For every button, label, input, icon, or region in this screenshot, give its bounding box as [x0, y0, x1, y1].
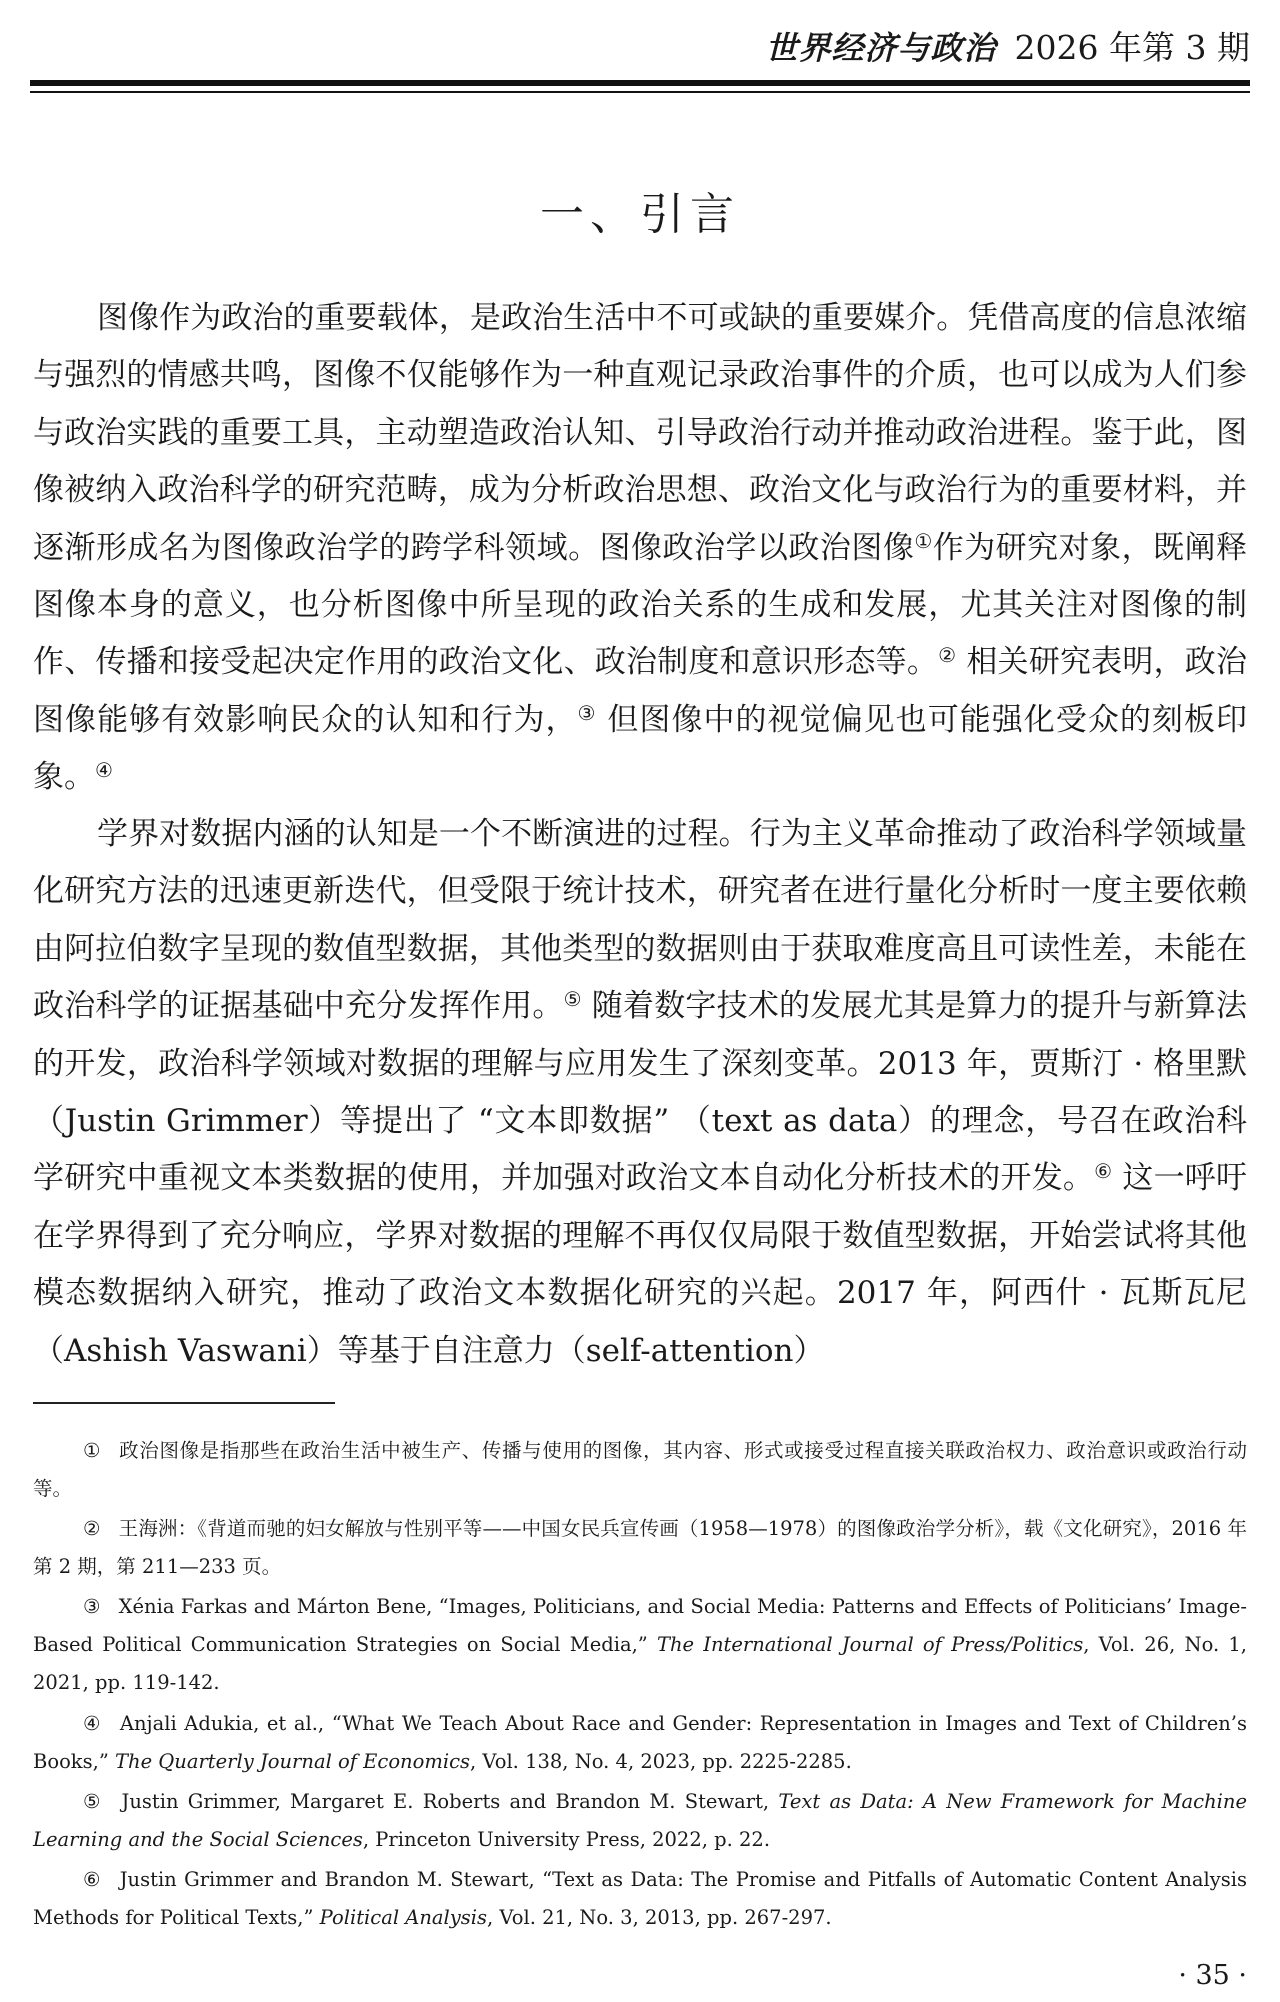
paragraph-2	[33, 806, 1247, 1369]
footnote-4	[33, 1705, 1247, 1780]
page-number: · 35 ·	[1178, 1960, 1247, 1991]
header-rule-thick	[30, 80, 1250, 86]
body-text	[33, 290, 1248, 1369]
section-title: 一、引言	[540, 189, 740, 240]
footnote-mark: ③	[83, 1595, 101, 1618]
journal-title: The Quarterly Journal of Economics	[115, 1749, 471, 1773]
footnote-2	[33, 1510, 1247, 1585]
text-run: 相关研究表明，政治图像能够有效影响民众的认知和行为，	[33, 644, 1247, 738]
footnote-ref-3[interactable]: ③	[577, 700, 597, 725]
footnote-text: , Vol. 26, No. 1, 2021, pp. 119-142.	[33, 1632, 1247, 1694]
footnote-mark: ②	[83, 1517, 101, 1540]
text-run: 这一呼吁在学界得到了充分响应，学界对数据的理解不再仅仅局限于数值型数据，开始尝试将其他模态数据纳入研究，推动了政治文本数据化研究的兴起。2017 年，阿西什 · 瓦斯瓦尼（Ashish Vaswani）等基于自注意力（self-attention）	[33, 1160, 1247, 1369]
footnote-text: 王海洲：《背道而驰的妇女解放与性别平等——中国女民兵宣传画（1958—1978）的图像政治学分析》，载《文化研究》，2016 年第 2 期，第 211—233 页。	[33, 1517, 1248, 1578]
footnotes	[33, 1432, 1247, 1936]
footnote-3	[33, 1588, 1247, 1702]
text-run: 作为研究对象，既阐释图像本身的意义，也分析图像中所呈现的政治关系的生成和发展，尤其关注对图像的制作、传播和接受起决定作用的政治文化、政治制度和意识形态等。	[33, 529, 1247, 681]
footnote-1	[33, 1432, 1247, 1507]
text-run: 学界对数据内涵的认知是一个不断演进的过程。行为主义革命推动了政治科学领域量化研究方法的迅速更新迭代，但受限于统计技术，研究者在进行量化分析时一度主要依赖由阿拉伯数字呈现的数值型数据，其他类型的数据则由于获取难度高且可读性差，未能在政治科学的证据基础中充分发挥作用。	[33, 816, 1247, 1025]
book-title: Text as Data: A New Framework for Machine Learning and the Social Sciences	[33, 1790, 1247, 1851]
footnote-text: Justin Grimmer and Brandon M. Stewart, “Text as Data: The Promise and Pitfalls of Automatic Content Analysis Methods for Political Texts,”	[33, 1868, 1248, 1929]
paragraph-1	[33, 290, 1247, 806]
issue-label: 2026 年第 3 期	[1014, 28, 1250, 67]
footnote-separator	[33, 1402, 335, 1404]
footnote-text: Justin Grimmer, Margaret E. Roberts and Brandon M. Stewart,	[121, 1790, 779, 1813]
footnote-text: Xénia Farkas and Márton Bene, “Images, Politicians, and Social Media: Patterns and Effects of Politicians’ Image-Based Political Communication Strategies on Social Media,”	[33, 1595, 1247, 1656]
footnote-text: 政治图像是指那些在政治生活中被生产、传播与使用的图像，其内容、形式或接受过程直接关联政治权力、政治意识或政治行动等。	[33, 1439, 1247, 1500]
journal-title: Political Analysis	[319, 1905, 488, 1929]
text-run: 但图像中的视觉偏见也可能强化受众的刻板印象。	[33, 701, 1248, 796]
footnote-mark: ①	[83, 1439, 102, 1462]
text-run: 随着数字技术的发展尤其是算力的提升与新算法的开发，政治科学领域对数据的理解与应用发生了深刻变革。2013 年，贾斯汀 · 格里默（Justin Grimmer）等提出了 “文本即数据” （text as data）的理念，号召在政治科学研究中重视文本类数据的使用，并加强对政治文本自动化分析技术的开发。	[33, 988, 1247, 1197]
footnote-ref-5[interactable]: ⑤	[563, 987, 582, 1012]
running-header	[30, 22, 1250, 72]
footnote-ref-6[interactable]: ⑥	[1094, 1159, 1113, 1184]
footnote-5	[33, 1783, 1247, 1858]
footnote-mark: ⑥	[83, 1868, 102, 1891]
footnote-text: , Vol. 138, No. 4, 2023, pp. 2225-2285.	[470, 1749, 852, 1773]
footnote-mark: ④	[83, 1712, 102, 1735]
footnote-mark: ⑤	[83, 1790, 104, 1813]
footnote-ref-1[interactable]: ①	[914, 528, 933, 553]
header-rule-thin	[30, 91, 1250, 93]
footnote-6	[33, 1861, 1247, 1936]
footnote-text: , Vol. 21, No. 3, 2013, pp. 267-297.	[487, 1905, 832, 1929]
text-run: 图像作为政治的重要载体，是政治生活中不可或缺的重要媒介。凭借高度的信息浓缩与强烈的情感共鸣，图像不仅能够作为一种直观记录政治事件的介质，也可以成为人们参与政治实践的重要工具，主动塑造政治认知、引导政治行动并推动政治进程。鉴于此，图像被纳入政治科学的研究范畴，成为分析政治思想、政治文化与政治行为的重要材料，并逐渐形成名为图像政治学的跨学科领域。图像政治学以政治图像	[33, 300, 1247, 566]
footnote-ref-4[interactable]: ④	[95, 758, 113, 783]
footnote-ref-2[interactable]: ②	[938, 643, 957, 668]
journal-title: The International Journal of Press/Politics	[656, 1632, 1084, 1656]
footnote-text: Anjali Adukia, et al., “What We Teach About Race and Gender: Representation in Images and Text of Children’s Books,”	[33, 1712, 1247, 1773]
footnote-text: , Princeton University Press, 2022, p. 22.	[362, 1827, 771, 1851]
journal-name: 世界经济与政治	[765, 29, 997, 67]
